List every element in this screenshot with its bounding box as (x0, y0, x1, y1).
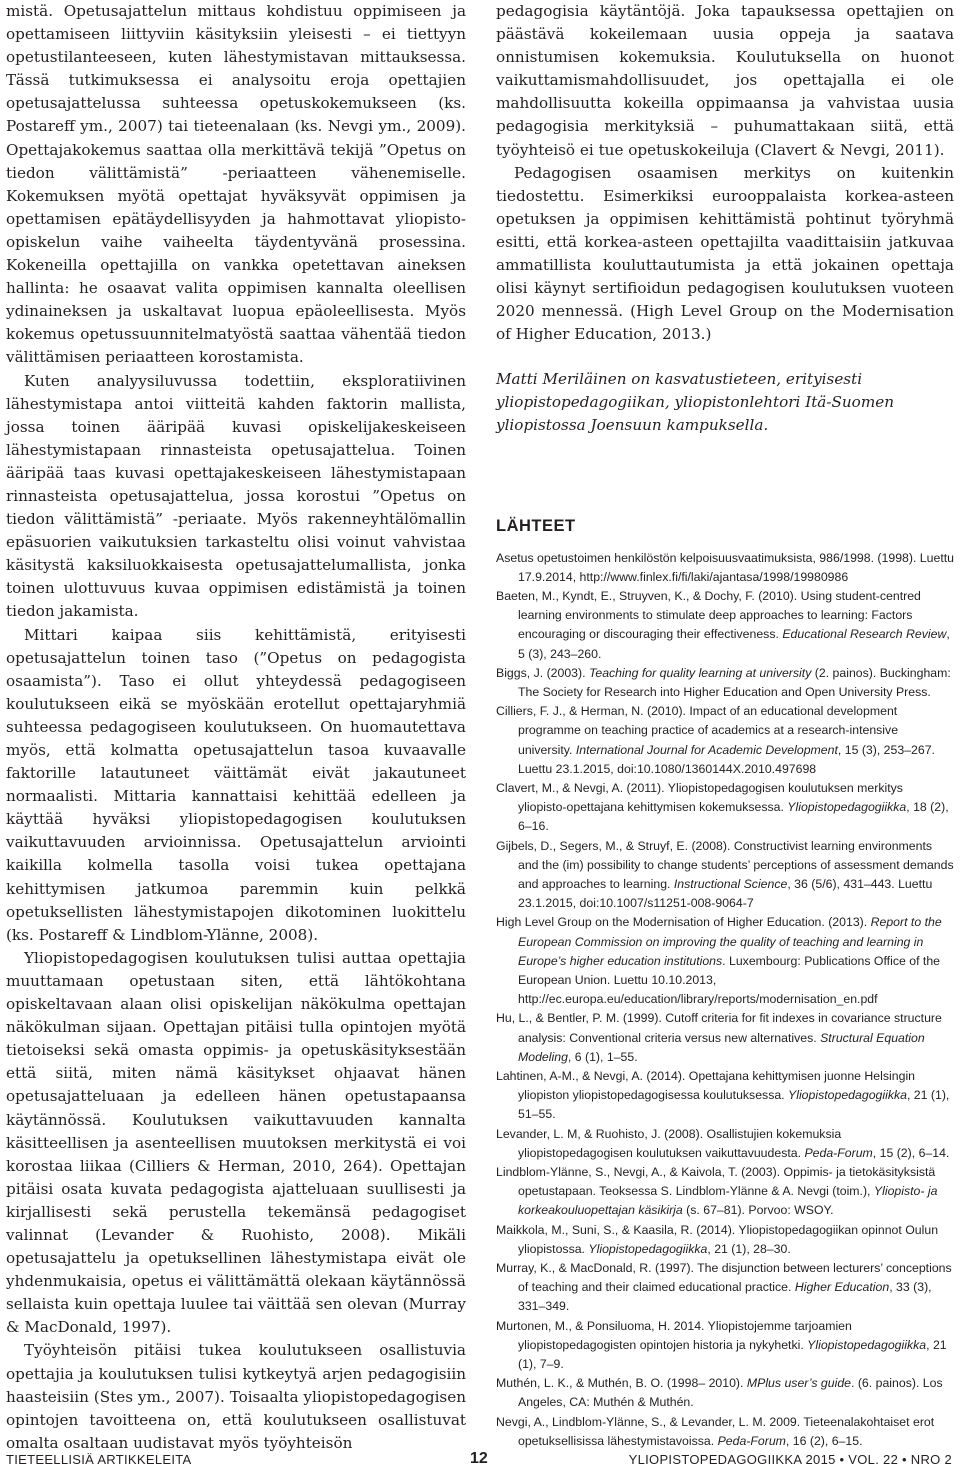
reference-text: , 36 (5/6), 431–443. Luettu 23.1.2015, doi:10.1007/s11251-008-9064-7 (518, 876, 933, 911)
references-list (496, 549, 954, 1452)
reference-text: Clavert, M., & Nevgi, A. (2011). Yliopistopedagogisen koulutuksen merkitys yliopisto-opettajana kehittymisen kokemuksessa. (496, 780, 903, 815)
reference-source-title: Yliopisto- ja korkeakouluopettajan käsikirja (518, 1184, 938, 1218)
body-paragraph: Yliopistopedagogisen koulutuksen tulisi auttaa opettajia muuttamaan opetustaan siten, että lähtökohtana opiskeltavaan alaan olisi opiskelijan näkökulma opettajan näkökulman sijaan. Opettajan pitäisi tulla opintojen myötä tietoiseksi sekä omasta oppimis- ja opetuskäsityksestään että siitä, miten nämä käsitykset ohjaavat hänen opetusajatteluaan ja edelleen hänen opetustapaansa käytännössä. Koulutuksen vaikuttavuuden kannalta käsitteellisen ja asenteellisen muutoksen merkitystä ei voi korostaa liikaa (Cilliers & Herman, 2010, 264). Opettajan pitäisi osata kuvata pedagogista ajatteluaan suullisesti ja kirjallisesti sekä perustella tekemänsä pedagogiset valinnat (Levander & Ruohisto, 2008). Mikäli opetusajattelu ja opetuksellinen lähestymistapa eivät ole yhdenmukaisia, opetus ei välittämättä olekaan käytännössä sellaista kuin opettaja luulee tai väittää sen olevan (Murray & MacDonald, 1997). (6, 948, 466, 1337)
reference-item (496, 702, 954, 779)
reference-text: (s. 67–81). Porvoo: WSOY. (682, 1203, 834, 1218)
reference-text: (2. painos). Buckingham: The Society for Research into Higher Education and Open University Press. (518, 665, 951, 699)
left-column (6, 0, 466, 1455)
footer-journal-label: YLIOPISTOPEDAGOGIIKKA 2015 • VOL. 22 • NRO 2 (628, 1452, 952, 1467)
right-column (496, 0, 954, 1451)
body-paragraph: pedagogisia käytäntöjä. Joka tapauksessa opettajien on päästävä kokeilemaan uusia oppeja ja saatava onnistumisen kokemuksia. Koulutuksella on huonot vaikuttamismahdollisuudet, jos opettajalla ei ole mahdollisuutta kokeilla oppimaansa ja vahvistaa uusia pedagogisia merkityksiä – puhumattakaan siitä, että työyhteisö ei tue opetuskokeiluja (Clavert & Nevgi, 2011). (496, 2, 954, 159)
reference-text: , 5 (3), 243–260. (518, 627, 950, 661)
reference-source-title: International Journal for Academic Development (575, 742, 838, 757)
reference-item (496, 913, 954, 1009)
reference-text: , 21 (1), 28–30. (707, 1241, 791, 1256)
author-note: Matti Meriläinen on kasvatustieteen, erityisesti yliopistopedagogiikan, yliopistonlehtori Itä-Suomen yliopistossa Joensuun kampuksella. (496, 370, 894, 435)
reference-source-title: Teaching for quality learning at university (588, 665, 812, 680)
references-heading: LÄHTEET (496, 517, 576, 536)
body-paragraph: Työyhteisön pitäisi tukea koulutukseen osallistuvia opettajia ja koulutuksen tulisi kytkeytyä arjen pedagogisiin haasteisiin (Stes ym., 2007). Toisaalta yliopistopedagogisen opintojen tavoitteena on, että koulutukseen osallistuvat omalta osaltaan uudistavat myös työyhteisön (6, 1341, 466, 1452)
reference-item (496, 1009, 954, 1067)
reference-source-title: Peda-Forum (804, 1145, 873, 1160)
reference-item (496, 1413, 954, 1451)
reference-item (496, 1317, 954, 1375)
body-paragraph: Mittari kaipaa siis kehittämistä, erityisesti opetusajattelun toinen taso (”Opetus on pedagogista osaamista”). Taso ei ollut yhteydessä pedagogiseen koulutukseen eikä se myöskään erotellut opettajaryhmiä suhteessa pedagogiseen koulutukseen. On huomautettava myös, että kolmatta opetusajattelun tasoa kuvaavalle faktorille latautuneet väittämät eivät jakautuneet normaalisti. Mittaria kannattaisi kehittää edelleen ja käyttää hyväksi yliopistopedagogisen koulutuksen vaikuttavuuden arvioinnissa. Opetusajattelun arviointi kaikilla kolmella tasolla voisi tukea opettajana kehittymisen jatkumoa paremmin kuin pelkkä opetuksellisten lähestymistapojen dikotominen luokittelu (ks. Postareff & Lindblom-Ylänne, 2008). (6, 625, 466, 944)
reference-item (496, 1163, 954, 1221)
reference-text: . (6. painos). Los Angeles, CA: Muthén & Muthén. (518, 1376, 943, 1410)
reference-text: , 21 (1), 7–9. (518, 1337, 947, 1372)
reference-text: Muthén, L. K., & Muthén, B. O. (1998– 2010). (496, 1376, 747, 1391)
reference-item (496, 779, 954, 837)
reference-text: , 15 (2), 6–14. (872, 1145, 950, 1160)
reference-text: , 16 (2), 6–15. (785, 1433, 863, 1448)
reference-text: Levander, L. M, & Ruohisto, J. (2008). Osallistujien kokemuksia yliopistopedagogisen koulutuksen vaikuttavuudesta. (496, 1126, 842, 1160)
reference-item (496, 664, 954, 702)
footer-section-label: TIETEELLISIÄ ARTIKKELEITA (6, 1452, 192, 1467)
reference-source-title: Higher Education (794, 1280, 890, 1295)
reference-source-title: Yliopistopedagogiikka (588, 1241, 708, 1256)
reference-source-title: Structural Equation Modeling (518, 1030, 925, 1064)
reference-text: Cilliers, F. J., & Herman, N. (2010). Impact of an educational development programme on teaching practice of academics at a research-intensive university. (496, 704, 899, 757)
reference-item (496, 587, 954, 664)
reference-source-title: Report to the European Commission on improving the quality of teaching and learning in Europe’s higher education institutions (518, 915, 942, 968)
body-paragraph: Kuten analyysiluvussa todettiin, eksploratiivinen lähestymistapa antoi viitteitä kahden faktorin mallista, jossa toinen ääripää kuvasi opiskelijakeskeiseen lähestymistapaan rinnasteista opetusajattelua. Toinen ääripää taas kuvasi opettajakeskeiseen lähestymistapaan rinnasteista opetusajattelua, jossa korostui ”Opetus on tiedon välittämistä” -periaate. Myös rakenneyhtälömallin epäsuorien vaikutuksien tarkasteltu olisi voinut vahvistaa käsitystä kaksiluokkaisesta opetusajattelumallista, jonka toinen ulottuvuus kuvaa oppimisen edistämistä ja toinen tiedon jakamista. (6, 371, 466, 621)
reference-source-title: Yliopistopedagogiikka (787, 800, 907, 815)
reference-text: Maikkola, M., Suni, S., & Kaasila, R. (2014). Yliopistopedagogiikan opinnot Oulun yliopistossa. (496, 1222, 939, 1256)
reference-text: Lindblom-Ylänne, S., Nevgi, A., & Kaivola, T. (2003). Oppimis- ja tietokäsityksistä opetustapaan. Teoksessa S. Lindblom-Ylänne & A. Nevgi (toim.), (496, 1165, 936, 1199)
body-paragraph: Pedagogisen osaamisen merkitys on kuitenkin tiedostettu. Esimerkiksi eurooppalaista korkea-asteen opetuksen ja oppimisen kehittämistä pohtinut työryhmä esitti, että korkea-asteen opettajilta vaadittaisiin jatkuvaa ammatillista kouluttautumista ja että jokainen opettaja olisi käynyt sertifioidun pedagogisen koulutuksen vuoteen 2020 mennessä. (High Level Group on the Modernisation of Higher Education, 2013.) (496, 163, 954, 344)
reference-text: . Luxembourg: Publications Office of the European Union. Luettu 10.10.2013, http://ec.europa.eu/education/library/reports/modernisation_en.pdf (518, 953, 940, 1007)
reference-source-title: Yliopistopedagogiikka (788, 1088, 907, 1103)
reference-item (496, 1374, 954, 1412)
page-number: 12 (470, 1450, 488, 1467)
reference-source-title: MPlus user’s guide (746, 1376, 851, 1391)
reference-source-title: Instructional Science (673, 876, 788, 891)
reference-source-title: Educational Research Review (782, 627, 947, 642)
reference-text: , 33 (3), 331–349. (518, 1280, 932, 1314)
reference-text: Hu, L., & Bentler, P. M. (1999). Cutoff criteria for fit indexes in covariance structure analysis: Conventional criteria versus new alternatives. (496, 1011, 942, 1045)
reference-text: , 15 (3), 253–267. Luettu 23.1.2015, doi:10.1080/1360144X.2010.497698 (518, 742, 935, 776)
reference-text: , 21 (1), 51–55. (518, 1088, 950, 1122)
page-footer (0, 1448, 960, 1470)
reference-text: Biggs, J. (2003). (496, 665, 589, 680)
reference-text: High Level Group on the Modernisation of Higher Education. (2013). (496, 915, 871, 930)
body-paragraph: mistä. Opetusajattelun mittaus kohdistuu oppimiseen ja opettamiseen liittyviin käsityksiin yleisesti – ei tiettyyn opetustilanteeseen, kuten lähestymistavan mittauksessa. Tässä tutkimuksessa ei analysoitu eroja opettajien opetusajattelussa suhteessa opetuskokemukseen (ks. Postareff ym., 2007) tai tieteenalaan (ks. Nevgi ym., 2009). Opettajakokemus saattaa olla merkittävä tekijä ”Opetus on tiedon välittämistä” -periaatteen vähenemiselle. Kokemuksen myötä opettajat hyväksyvät oppimisen ja opettamisen epätäydellisyyden ja hahmottavat yliopisto-opiskelun vaihe vaiheelta täydentyvänä prosessina. Kokeneilla opettajilla on vankka opetettavan aineksen hallinta: he osaavat valita oppimisen kannalta oleellisen ydinaineksen ja uskaltavat luopua epäoleellisesta. Myös kokemus opetussuunnitelmatyöstä saattaa vähentää tiedon välittämisen periaatteen korostamista. (6, 2, 466, 367)
reference-item (496, 837, 954, 914)
reference-item (496, 1259, 954, 1317)
reference-text: , 6 (1), 1–55. (567, 1049, 638, 1064)
reference-text: , 18 (2), 6–16. (518, 800, 949, 834)
reference-text: Murtonen, M., & Ponsiluoma, H. 2014. Yliopistojemme tarjoamien yliopistopedagogisten opintojen historia ja nykyhetki. (496, 1318, 852, 1352)
reference-item (496, 1125, 954, 1163)
reference-item: Asetus opetustoimen henkilöstön kelpoisuusvaatimuksista, 986/1998. (1998). Luettu 17.9.2014, http://www.finlex.fi/fi/laki/ajantasa/1998/19980986 (496, 550, 954, 584)
reference-item (496, 1067, 954, 1125)
reference-text: Baeten, M., Kyndt, E., Struyven, K., & Dochy, F. (2010). Using student-centred learning environments to stimulate deep approaches to learning: Factors encouraging or discouraging their effectiveness. (496, 588, 921, 642)
reference-item (496, 1221, 954, 1259)
reference-text: Gijbels, D., Segers, M., & Struyf, E. (2008). Constructivist learning environments and the (im) possibility to change students’ perceptions of assessment demands and approaches to learning. (496, 838, 954, 891)
reference-text: Murray, K., & MacDonald, R. (1997). The disjunction between lecturers’ conceptions of teaching and their claimed educational practice. (496, 1261, 952, 1295)
reference-source-title: Yliopistopedagogiikka (807, 1337, 927, 1352)
reference-text: Lahtinen, A-M., & Nevgi, A. (2014). Opettajana kehittymisen juonne Helsingin yliopiston yliopistopedagogisessa koulutuksessa. (496, 1068, 916, 1103)
reference-source-title: Peda-Forum (717, 1433, 786, 1448)
reference-text: Nevgi, A., Lindblom-Ylänne, S., & Levander, L. M. 2009. Tieteenalakohtaiset erot opetuksellisissa lähestymistavoissa. (496, 1414, 935, 1448)
